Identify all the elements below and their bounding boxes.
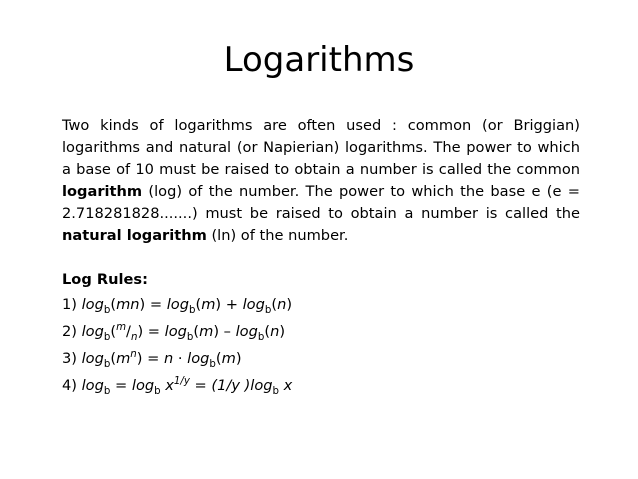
formula-segment: ) =	[139, 296, 167, 313]
formula-segment: log	[131, 377, 155, 394]
formula-segment: (	[110, 323, 117, 340]
formula-segment: m	[116, 322, 127, 334]
formula-segment: log	[81, 350, 104, 367]
formula-segment: b	[189, 304, 196, 316]
intro-paragraph	[62, 115, 580, 247]
formula-segment: mn	[116, 296, 140, 313]
formula-segment: m	[201, 296, 216, 313]
formula-segment: (	[271, 296, 278, 313]
intro-text-3: (ln) of the number.	[206, 227, 349, 244]
formula-segment: )	[235, 350, 242, 367]
formula-segment: ) =	[136, 350, 164, 367]
log-rule-3	[62, 345, 580, 372]
formula-segment: b	[257, 331, 265, 343]
formula-segment: b	[103, 304, 111, 316]
intro-bold-common-logarithm: logarithm	[62, 183, 143, 200]
formula-segment: log	[166, 296, 189, 313]
formula-segment: b	[103, 331, 111, 343]
formula-segment: b	[264, 304, 272, 316]
intro-text-1: Two kinds of logarithms are often used : common (or Briggian) logarithms and natural (or Napierian) logarithms. The power to which a base of 10 must be raised to obtain a number is called the common	[62, 117, 580, 178]
formula-segment: 1/y	[173, 376, 190, 388]
formula-segment: x	[160, 377, 174, 394]
formula-segment: b	[103, 385, 111, 397]
formula-segment: /	[126, 323, 131, 340]
formula-segment: ) –	[213, 323, 236, 340]
formula-segment: log	[81, 377, 104, 394]
formula-segment: x	[279, 377, 293, 394]
formula-segment: b	[272, 385, 280, 397]
log-rule-number: 1)	[62, 296, 82, 313]
log-rule-2	[62, 318, 580, 345]
log-rule-number: 3)	[62, 350, 82, 367]
log-rules-list	[62, 291, 580, 399]
log-rule-4	[62, 372, 580, 399]
formula-segment: = (1/y )	[189, 377, 251, 394]
formula-segment: m	[116, 350, 131, 367]
formula-segment: m	[199, 323, 214, 340]
formula-segment: (	[193, 323, 200, 340]
formula-segment: log	[187, 350, 210, 367]
formula-segment: n	[163, 350, 174, 367]
formula-segment: (	[110, 350, 117, 367]
formula-segment: ·	[173, 350, 188, 367]
formula-segment: =	[110, 377, 132, 394]
formula-segment: b	[154, 385, 161, 397]
formula-segment: )	[286, 296, 293, 313]
formula-segment: log	[235, 323, 258, 340]
formula-segment: b	[103, 358, 111, 370]
formula-segment: )	[279, 323, 286, 340]
formula-segment: b	[209, 358, 216, 370]
log-rule-number: 2)	[62, 323, 82, 340]
log-rule-1	[62, 291, 580, 318]
formula-segment: (	[110, 296, 117, 313]
formula-segment: (	[215, 350, 222, 367]
formula-segment: log	[164, 323, 187, 340]
formula-segment: log	[242, 296, 265, 313]
formula-segment: (	[264, 323, 271, 340]
spacer	[62, 247, 580, 269]
formula-segment: n	[130, 349, 137, 361]
slide-title: Logarithms	[223, 40, 415, 80]
intro-bold-natural-logarithm: natural logarithm	[62, 227, 207, 244]
formula-segment: ) +	[215, 296, 243, 313]
log-rules-heading: Log Rules:	[62, 271, 148, 288]
formula-segment: m	[221, 350, 236, 367]
formula-segment: n	[277, 296, 287, 313]
formula-segment: n	[130, 331, 138, 343]
log-rule-number: 4)	[62, 377, 82, 394]
formula-segment: log	[81, 323, 104, 340]
formula-segment: log	[250, 377, 273, 394]
formula-segment: (	[195, 296, 202, 313]
formula-segment: log	[81, 296, 104, 313]
formula-segment: n	[270, 323, 280, 340]
intro-text-2: (log) of the number. The power to which the base e (e = 2.718281828.......) must be raised to obtain a number is called the	[62, 183, 580, 222]
slide-body	[62, 115, 580, 399]
formula-segment: b	[186, 331, 194, 343]
formula-segment: ) =	[137, 323, 165, 340]
